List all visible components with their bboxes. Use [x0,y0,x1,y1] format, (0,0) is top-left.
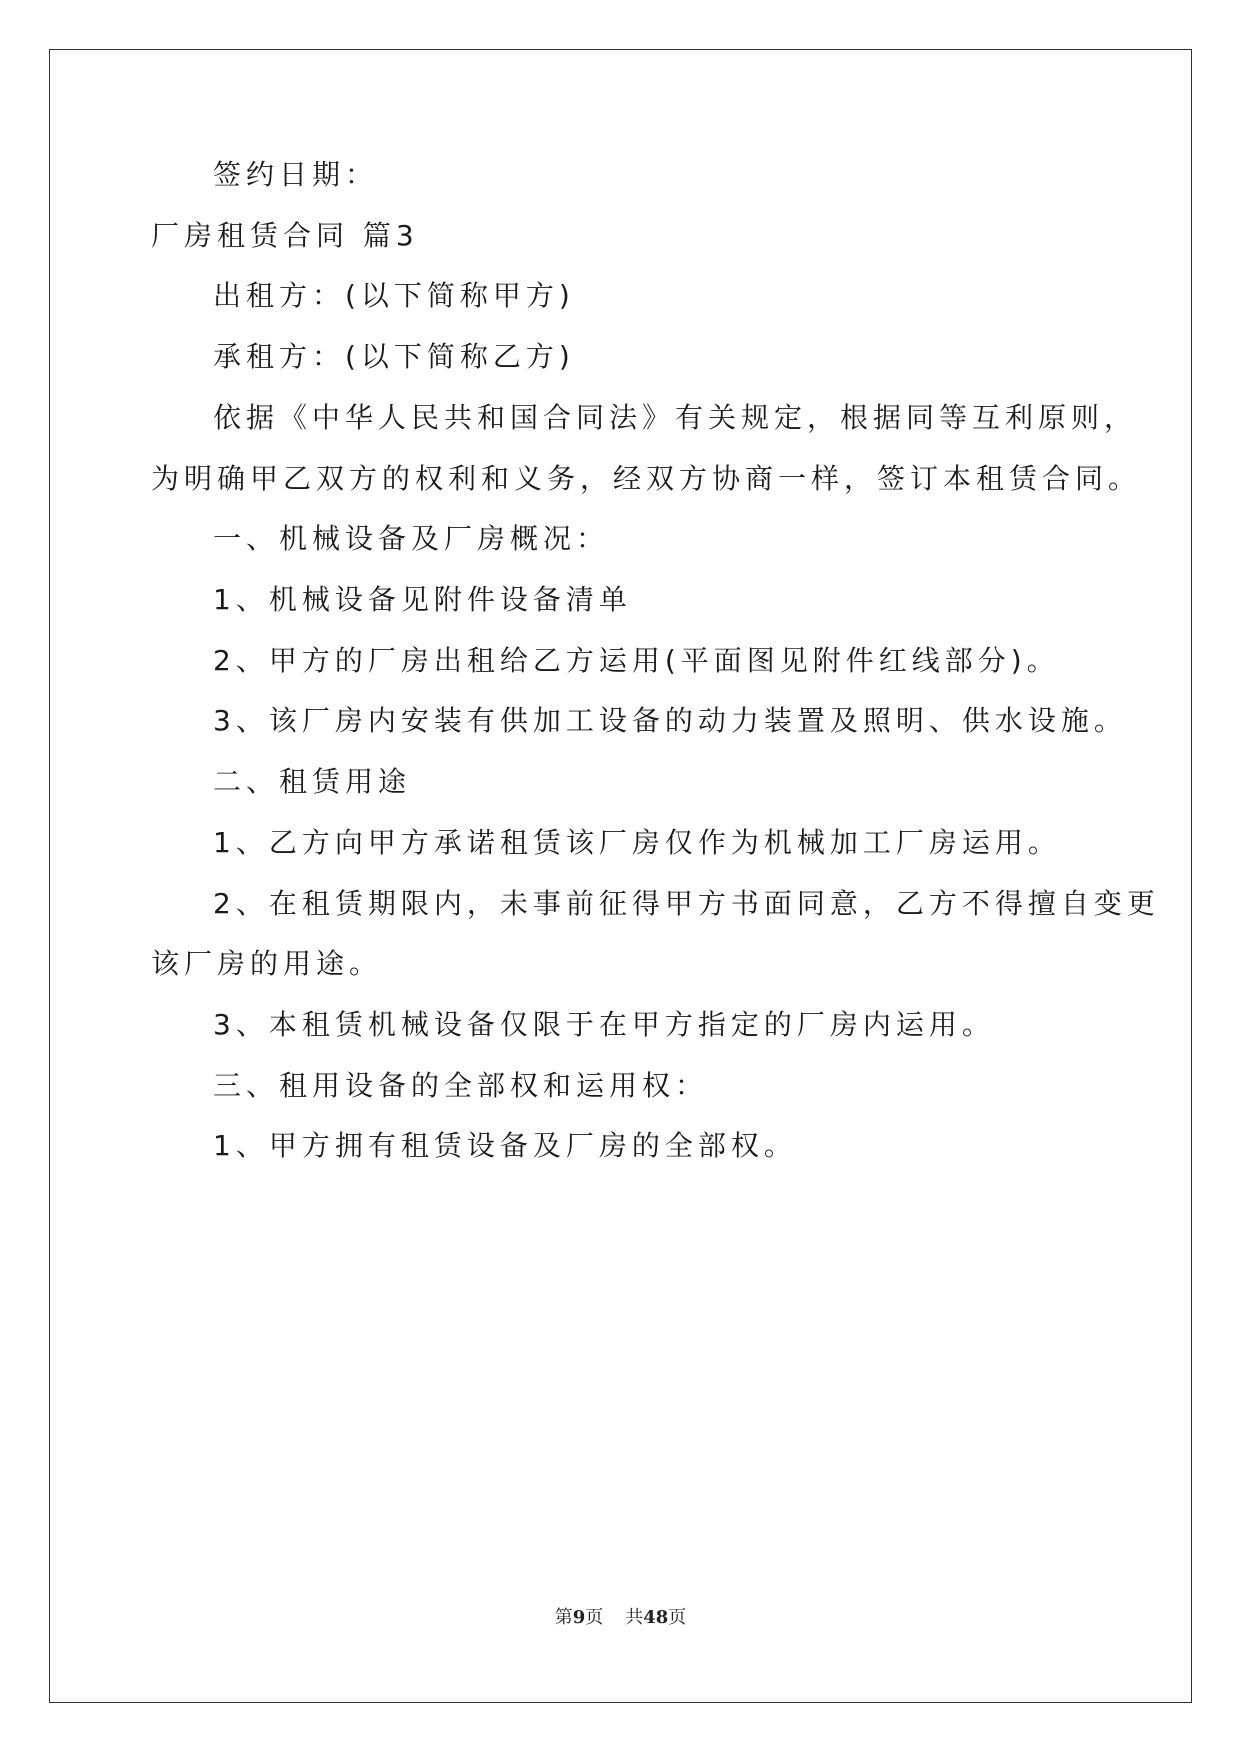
text-line: 该厂房的用途。 [151,947,383,980]
text-line: 签约日期： [213,158,379,191]
text-line: 2、甲方的厂房出租给乙方运用(平面图见附件红线部分)。 [213,644,1060,677]
text-line: 一、机械设备及厂房概况： [213,522,610,555]
text-line: 1、甲方拥有租赁设备及厂房的全部权。 [213,1129,797,1162]
text-line: 1、机械设备见附件设备清单 [213,583,632,616]
text-line: 出租方：(以下简称甲方) [213,279,575,312]
text-line: 2、在租赁期限内，未事前征得甲方书面同意，乙方不得擅自变更 [213,887,1160,920]
total-pages: 48 [643,1607,669,1628]
page-footer [0,1606,1241,1630]
text-line: 1、乙方向甲方承诺租赁该厂房仅作为机械加工厂房运用。 [213,826,1061,859]
text-line: 依据《中华人民共和国合同法》有关规定，根据同等互利原则， [213,401,1138,434]
total-suffix: 页 [668,1607,687,1628]
text-line: 3、该厂房内安装有供加工设备的动力装置及照明、供水设施。 [213,704,1127,737]
total-prefix: 共 [625,1607,644,1628]
text-line: 3、本租赁机械设备仅限于在甲方指定的厂房内运用。 [213,1008,995,1041]
page-prefix: 第 [554,1607,573,1628]
text-line: 承租方：(以下简称乙方) [213,340,575,373]
text-line: 三、租用设备的全部权和运用权： [213,1069,709,1102]
page-suffix: 页 [585,1607,604,1628]
page-number: 9 [572,1607,586,1628]
text-line: 为明确甲乙双方的权利和义务，经双方协商一样，签订本租赁合同。 [151,462,1142,495]
text-line: 二、租赁用途 [213,765,412,798]
section-heading: 厂房租赁合同 篇3 [151,219,419,252]
